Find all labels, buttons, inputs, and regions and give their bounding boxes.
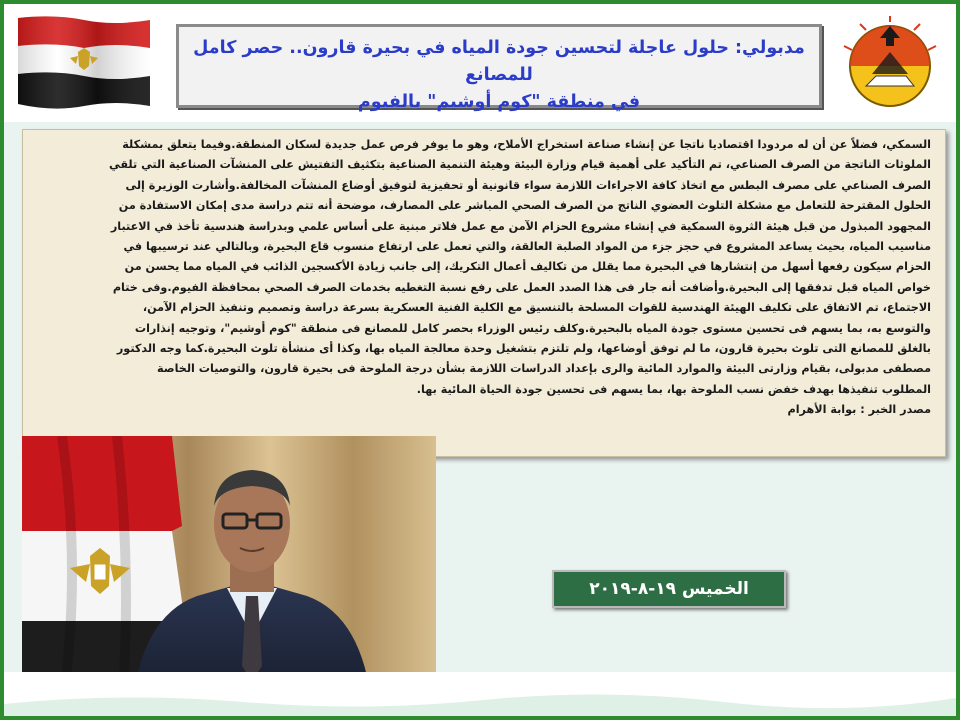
article-box <box>22 129 946 457</box>
egypt-flag-icon <box>14 14 154 110</box>
date-label: الخميس ١٩-٨-٢٠١٩ <box>589 579 749 599</box>
article-line: المجهود المبذول من قبل هيئة الثروة السمكية في إنشاء مشروع الحزام الآمن مع عمل فلاتر مبنية على أساس علمي وبدراسة هندسية تأخذ في الاعتبار <box>110 219 931 233</box>
headline-line-2: في منطقة "كوم أوشيم" بالفيوم <box>357 92 641 112</box>
headline-box <box>176 24 822 112</box>
article-line: والتوسع به، بما يسهم فى تحسين مستوى جودة المياه بالبحيرة.وكلف رئيس الوزراء بحصر كامل للمصانع فى منطقة "كوم أوشيم"، وتوجيه إنذارات <box>134 321 931 335</box>
governorate-logo-icon <box>836 16 944 112</box>
headline-line-1: مدبولي: حلول عاجلة لتحسين جودة المياه في بحيرة قارون.. حصر كامل للمصانع <box>193 38 805 85</box>
article-line: الحزام سيكون رفعها أسهل من إنتشارها في البحيرة مما يقلل من تكاليف أعمال التكريك، إلى جانب زيادة الأكسجين الذائب في المياه مما يحسن من <box>124 260 931 274</box>
article-line: بالغلق للمصانع التى تلوث بحيرة قارون، ما لم توفق أوضاعها، ولم تلتزم بتشغيل وحدة معالجة المياه بها، وكذا أى منشأة تلوث البحيرة.كما وجه الدكتور <box>116 342 931 356</box>
article-line: الاجتماع، تم الاتفاق على تكليف الهيئة الهندسية للقوات المسلحة بالتنسيق مع الكلية الفنية العسكرية بسرعة دراسة وتصميم وتنفيذ الحزام الآمن، <box>142 301 931 315</box>
article-line: المطلوب تنفيذها بهدف خفض نسب الملوحة بها، بما يسهم فى تحسين جودة الحياة المائية بها. <box>416 382 931 396</box>
article-line: مصطفى مدبولى، بقيام وزارتى البيئة والموارد المائية والرى بإعداد الدراسات اللازمة بشأن درجة الملوحة فى بحيرة قارون، والتوصيات الخاصة <box>157 362 931 376</box>
official-photo <box>22 436 436 706</box>
article-line: السمكي، فضلاً عن أن له مردودا اقتصاديا ناتجا عن إنشاء صناعة استخراج الأملاح، وهو ما يوفر فرص عمل جديدة لسكان المنطقة.وفيما يتعلق بمشكلة <box>122 138 931 151</box>
date-badge <box>552 570 786 608</box>
article-line: الحلول المقترحة للتعامل مع مشكلة التلوث العضوي الناتج من الصرف الصحي المباشر على المصارف، موضحة أنه تتم دراسة مدى إمكان الاستفادة من <box>118 199 931 213</box>
news-source: مصدر الخبر : بوابة الأهرام <box>787 403 931 417</box>
article-line: مناسيب المياه، بحيث يساعد المشروع في حجز جزء من المواد الصلبة العالقة، والتي تعمل على ارتفاع منسوب قاع البحيرة، وبالتالي عند ترسيبها في <box>123 240 931 254</box>
article-line: الملوثات الناتجة من الصرف الصناعي، تم التأكيد على أهمية قيام وزارة البيئة وهيئة التنمية الصناعية بتكثيف التفتيش على المنشآت الصناعية التي تلقي <box>109 158 931 172</box>
article-line: الصرف الصناعي على مصرف البطس مع اتخاذ كافة الاجراءات اللازمة سواء قانونية أو تحفيزية لتوفيق أوضاع المنشآت المخالفة.وأشارت الوزيرة إلى <box>125 178 931 192</box>
footer-decoration <box>4 684 956 716</box>
article-line: خواص المياه قبل تدفقها إلى البحيرة.وأضافت أنه جار فى هذا الصدد العمل على رفع نسبة التغطيه بخدمات الصرف الصحي بمحافظة الفيوم.وفى ختام <box>112 280 931 294</box>
